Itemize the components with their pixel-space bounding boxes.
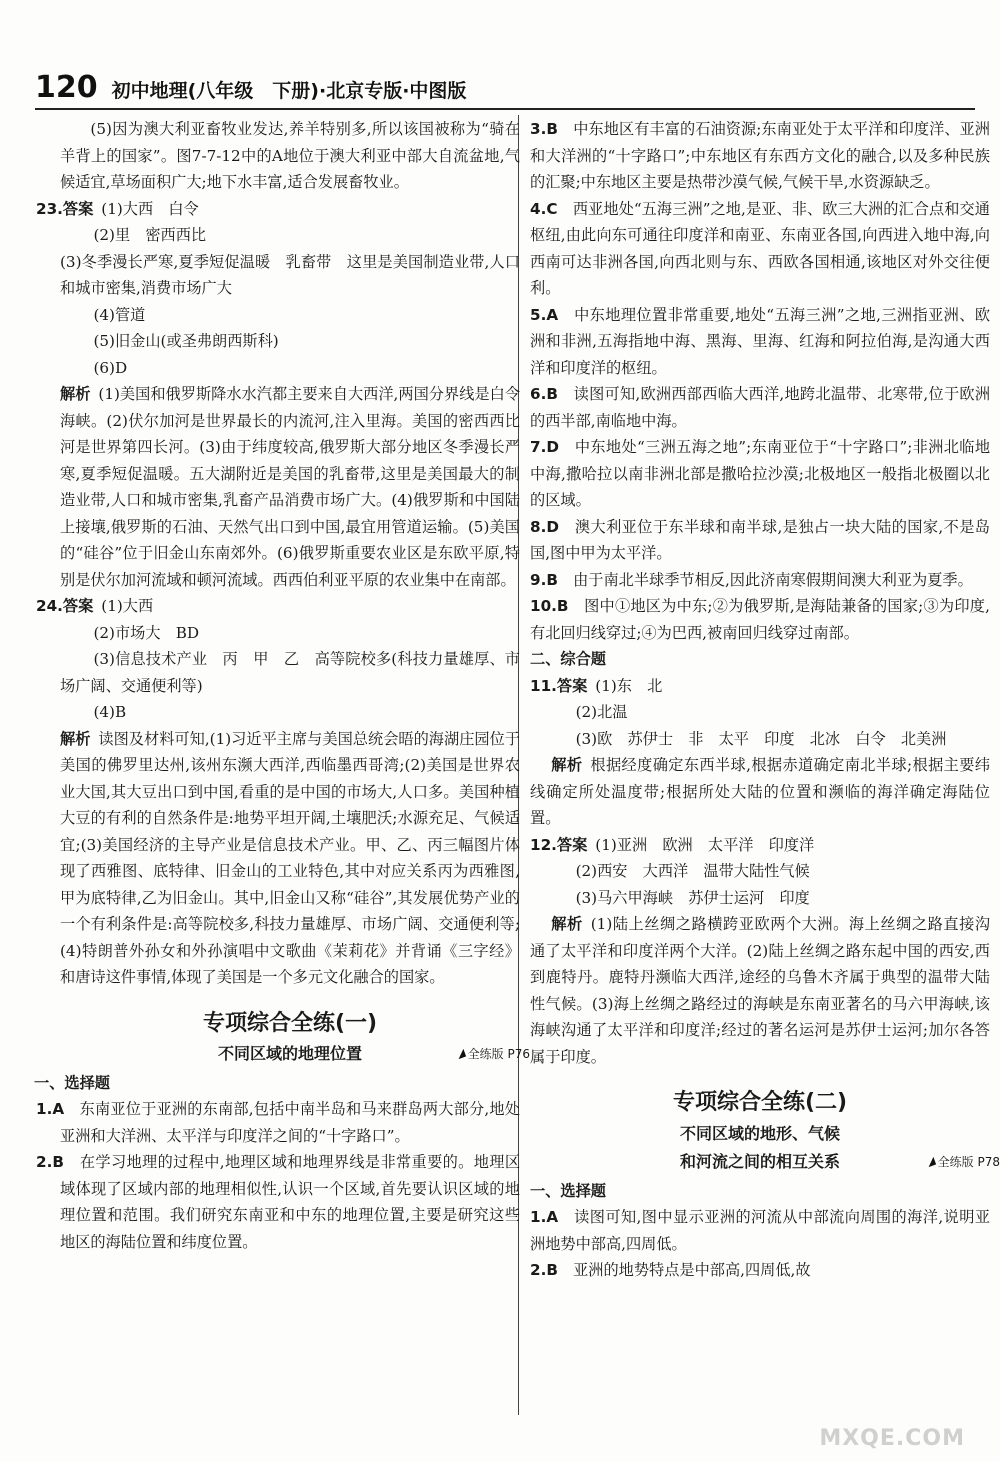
q23-number: 23. (36, 199, 63, 218)
q3-text: 中东地区有丰富的石油资源;东南亚处于太平洋和印度洋、亚洲和大洋洲的“十字路口”;中东地区有东西方文化的融合,以及多种民族的汇聚;中东地区主要是热带沙漠气候,气候干旱,水资源缺乏。 (530, 120, 990, 191)
answer-label: 答案 (556, 676, 588, 695)
q12-analysis (530, 911, 990, 1070)
section1-category: 一、选择题 (34, 1073, 110, 1092)
book-title: 初中地理(八年级 下册)·北京专版·中图版 (111, 80, 467, 102)
q23-analysis (60, 381, 520, 593)
q6 (530, 381, 990, 434)
header-rule (35, 108, 975, 110)
q22-continuation: (5)因为澳大利亚畜牧业发达,养羊特别多,所以该国被称为“骑在羊背上的国家”。图7-7-12中的A地位于澳大利亚中部大自流盆地,气候适宜,草场面积广大;地下水丰富,适合发展畜牧业。 (60, 120, 520, 191)
section2-ref-text: 全练版 P78 (937, 1155, 1000, 1169)
q4-text: 西亚地处“五海三洲”之地,是亚、非、欧三大洲的汇合点和交通枢纽,由此向东可通往印度洋和南亚、东南亚各国,向西进入地中海,向西南可达非洲各国,向西北则与东、西欧各国相通,该地区对外交往便利。 (530, 199, 990, 297)
s2-q1-number: 1.A (530, 1208, 559, 1226)
s2-q2-text: 亚洲的地势特点是中部高,四周低,故 (573, 1261, 811, 1279)
arrow-icon (926, 1157, 936, 1167)
section2-subtitle-2-text: 和河流之间的相互关系 (679, 1152, 840, 1171)
answer-label: 答案 (556, 835, 588, 854)
section2-subtitle-2 (530, 1149, 1000, 1176)
q6-text: 读图可知,欧洲西部西临大西洋,地跨北温带、北寒带,位于欧洲的西半部,南临地中海。 (530, 385, 991, 430)
section2-category: 一、选择题 (530, 1181, 606, 1200)
analysis-label: 解析 (60, 385, 91, 403)
s2-q1 (530, 1204, 990, 1257)
q5-number: 5.A (530, 305, 559, 324)
q11-a2: (2)北温 (575, 703, 628, 721)
q6-number: 6.B (530, 385, 558, 403)
q11-analysis-text: 根据经度确定东西半球,根据赤道确定南北半球;根据主要纬线确定所处温度带;根据所处大陆的位置和濒临的海洋确定海陆位置。 (530, 756, 990, 827)
q12-number: 12. (530, 835, 557, 854)
q10-text: 图中①地区为中东;②为俄罗斯,是海陆兼备的国家;③为印度,有北回归线穿过;④为巴西,被南回归线穿过南部。 (530, 597, 991, 642)
section1-subtitle (60, 1041, 530, 1068)
q24-analysis-text: 读图及材料可知,(1)习近平主席与美国总统会晤的海湖庄园位于美国的佛罗里达州,该州东濒大西洋,西临墨西哥湾;(2)美国是世界农业大国,其大豆出口到中国,看重的是中国的市场大,人口多。美国种植大豆的有利的自然条件是:地势平坦开阔,土壤肥沃;水源充足、气候适宜;(3)美国经济的主导产业是信息技术产业。甲、乙、丙三幅图片体现了西雅图、底特律、旧金山的工业特色,其中对应关系丙为西雅图,甲为底特律,乙为旧金山。其中,旧金山又称“硅谷”,其发展优势产业的一个有利条件是:高等院校多,科技力量雄厚、市场广阔、交通便利等;(4)特朗普外孙女和外孙演唱中文歌曲《茉莉花》并背诵《三字经》和唐诗这件事情,体现了美国是一个多元文化融合的国家。 (60, 729, 520, 986)
left-column (34, 116, 530, 1255)
q12-analysis-text: (1)陆上丝绸之路横跨亚欧两个大洲。海上丝绸之路直接沟通了太平洋和印度洋两个大洋。(2)陆上丝绸之路东起中国的西安,西到鹿特丹。鹿特丹濒临大西洋,途经的乌鲁木齐属于典型的温带大陆性气候。(3)海上丝绸之路经过的海峡是东南亚著名的马六甲海峡,该海峡沟通了太平洋和印度洋;经过的著名运河是苏伊士运河;加尔各答属于印度。 (530, 915, 991, 1066)
q12-a1: (1)亚洲 欧洲 太平洋 印度洋 (595, 835, 815, 854)
q4-number: 4.C (530, 199, 558, 218)
section1-ref-text: 全练版 P76 (467, 1047, 530, 1061)
watermark (775, 1371, 965, 1451)
section-category-2: 二、综合题 (530, 650, 606, 668)
q23-a5: (5)旧金山(或圣弗朗西斯科) (93, 332, 279, 350)
q8-number: 8.D (530, 517, 559, 536)
q11-a3: (3)欧 苏伊士 非 太平 印度 北冰 白令 北美洲 (575, 729, 947, 748)
page-header (35, 70, 466, 106)
q3 (530, 116, 990, 196)
watermark-text: MXQE.COM (819, 1426, 965, 1451)
q12-answer-row (530, 832, 990, 859)
q5 (530, 302, 990, 382)
q24-a1: (1)大西 (101, 597, 154, 615)
section2-ref (927, 1149, 1000, 1176)
q24-a4: (4)B (93, 703, 127, 721)
analysis-label: 解析 (60, 729, 91, 748)
q12-a3: (3)马六甲海峡 苏伊士运河 印度 (575, 888, 810, 907)
analysis-label: 解析 (551, 756, 583, 774)
q5-text: 中东地理位置非常重要,地处“五海三洲”之地,三洲指亚洲、欧洲和非洲,五海指地中海、黑海、里海、红海和阿拉伯海,是沟通大西洋和印度洋的枢纽。 (530, 305, 991, 377)
q9-text: 由于南北半球季节相反,因此济南寒假期间澳大利亚为夏季。 (573, 570, 973, 589)
analysis-label: 解析 (551, 915, 583, 933)
s1-q1-number: 1.A (36, 1100, 65, 1118)
q11-a1: (1)东 北 (595, 676, 663, 695)
page-number: 120 (35, 70, 98, 105)
q4 (530, 196, 990, 302)
s2-q2 (530, 1257, 990, 1284)
q11-answer-row (530, 673, 990, 700)
q23-a6: (6)D (93, 358, 128, 377)
q12-a2: (2)西安 大西洋 温带大陆性气候 (575, 862, 810, 880)
section1-title: 专项综合全练(一) (202, 1010, 378, 1036)
q24-a3: (3)信息技术产业 丙 甲 乙 高等院校多(科技力量雄厚、市场广阔、交通便利等) (60, 650, 520, 695)
answer-label: 答案 (62, 597, 94, 615)
q9-number: 9.B (530, 570, 558, 589)
q11-analysis (530, 752, 990, 832)
q23-answer-row (36, 196, 520, 223)
s2-q1-text: 读图可知,图中显示亚洲的河流从中部流向周围的海洋,说明亚洲地势中部高,四周低。 (530, 1208, 991, 1253)
q8 (530, 514, 990, 567)
q24-analysis (60, 726, 520, 991)
q8-text: 澳大利亚位于东半球和南半球,是独占一块大陆的国家,不是岛国,图中甲为太平洋。 (530, 517, 990, 562)
q7-number: 7.D (530, 438, 559, 456)
section2-subtitle-1: 不同区域的地形、气候 (679, 1123, 840, 1143)
q10 (530, 593, 990, 646)
s1-q1 (36, 1096, 520, 1149)
s1-q2 (36, 1149, 521, 1255)
s2-q2-number: 2.B (530, 1261, 558, 1279)
q23-analysis-text: (1)美国和俄罗斯降水水汽都主要来自大西洋,两国分界线是白令海峡。(2)伏尔加河是世界最长的内流河,注入里海。美国的密西西比河是世界第四长河。(3)由于纬度较高,俄罗斯大部分地区冬季漫长严寒,夏季短促温暖。五大湖附近是美国的乳畜带,这里是美国最大的制造业带,人口和城市密集,乳畜产品消费市场广大。(4)俄罗斯和中国陆上接壤,俄罗斯的石油、天然气出口到中国,最宜用管道运输。(5)美国的“硅谷”位于旧金山东南郊外。(6)俄罗斯重要农业区是东欧平原,特别是伏尔加河流域和顿河流域。西西伯利亚平原的农业集中在南部。 (60, 385, 521, 589)
section2-title: 专项综合全练(二) (672, 1090, 848, 1115)
q9 (530, 567, 990, 594)
q23-a3: (3)冬季漫长严寒,夏季短促温暖 乳畜带 这里是美国制造业带,人口和城市密集,消费市场广大 (60, 252, 520, 297)
arrow-icon (456, 1049, 466, 1059)
q24-a2: (2)市场大 BD (93, 623, 200, 642)
q23-a2: (2)里 密西西比 (93, 226, 207, 244)
q11-number: 11. (530, 676, 557, 695)
answer-label: 答案 (62, 199, 94, 218)
s1-q1-text: 东南亚位于亚洲的东南部,包括中南半岛和马来群岛两大部分,地处亚洲和大洋洲、太平洋与印度洋之间的“十字路口”。 (60, 1100, 520, 1145)
q23-a4: (4)管道 (93, 305, 146, 324)
right-column (530, 116, 1000, 1284)
s1-q2-text: 在学习地理的过程中,地理区域和地理界线是非常重要的。地理区域体现了区域内部的地理相似性,认识一个区域,首先要认识区域的地理位置和范围。我们研究东南亚和中东的地理位置,主要是研究这些地区的海陆位置和纬度位置。 (60, 1153, 521, 1251)
q3-number: 3.B (530, 120, 558, 138)
q10-number: 10.B (530, 597, 569, 615)
q7-text: 中东地处“三洲五海之地”;东南亚位于“十字路口”;非洲北临地中海,撒哈拉以南非洲北部是撒哈拉沙漠;北极地区一般指北极圈以北的区域。 (530, 438, 991, 509)
q7 (530, 434, 990, 514)
q24-number: 24. (36, 597, 63, 615)
q23-a1: (1)大西 白令 (101, 199, 199, 218)
s1-q2-number: 2.B (36, 1153, 64, 1171)
section1-subtitle-text: 不同区域的地理位置 (217, 1044, 362, 1063)
section1-ref (457, 1041, 530, 1068)
q24-answer-row (36, 593, 520, 620)
